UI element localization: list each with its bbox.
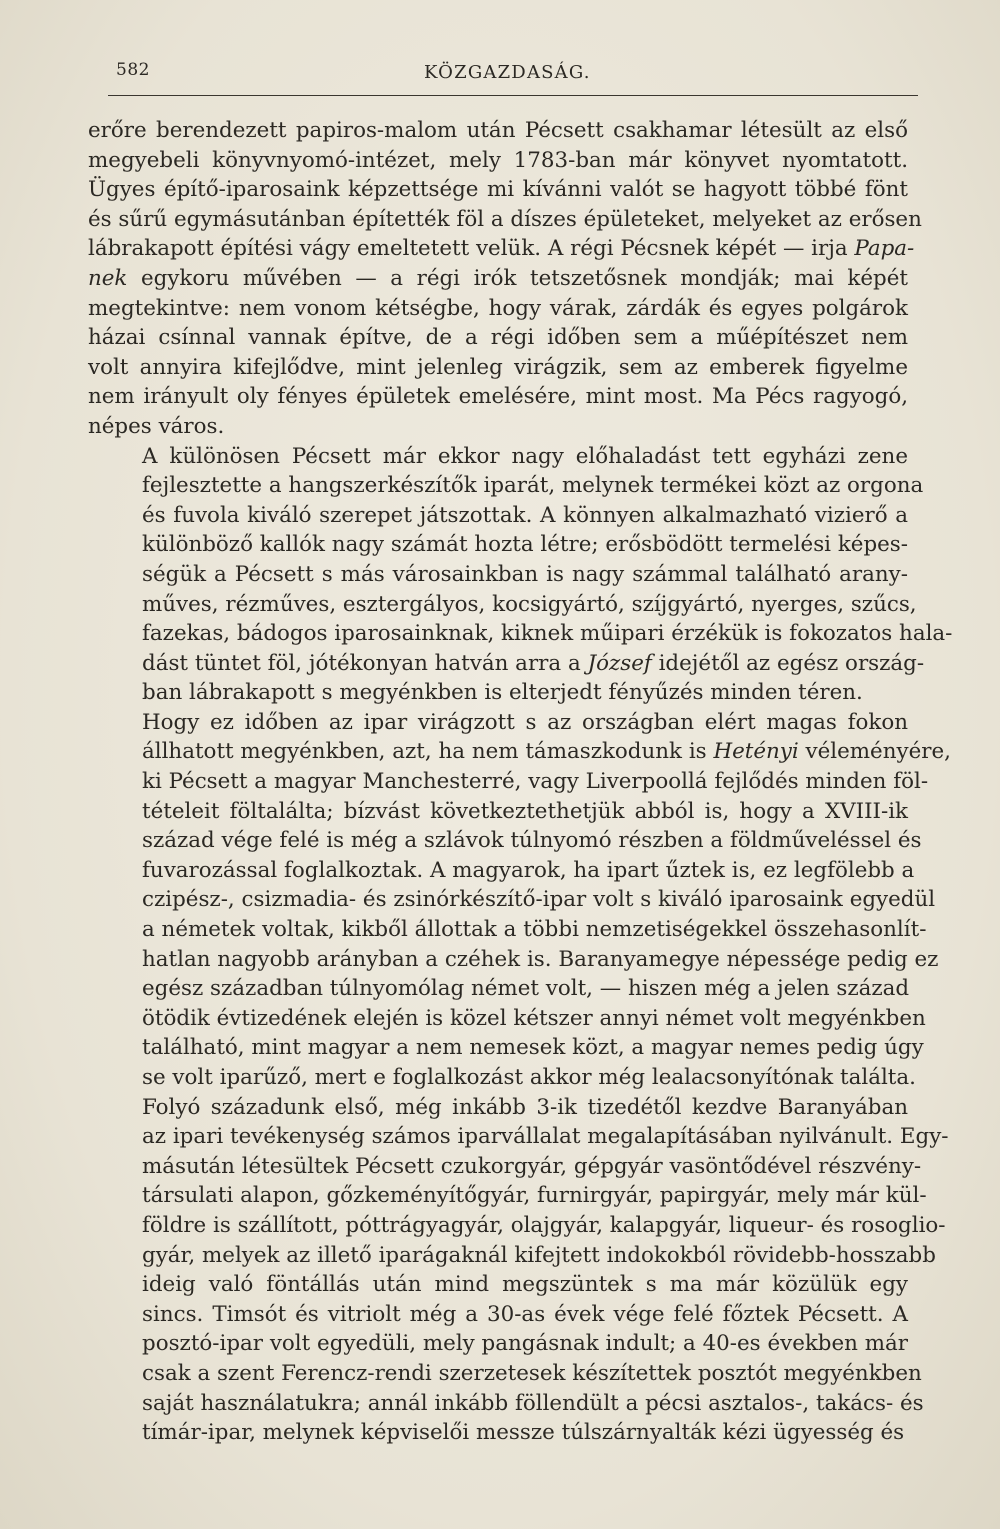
text-line: tímár-ipar, melynek képviselői messze túlszárnyalták kézi ügyesség és [142, 1420, 905, 1446]
page-header [88, 56, 918, 100]
text-line: Folyó századunk első, még inkább 3-ik tizedétől kezdve Baranyában [142, 1094, 908, 1120]
running-title: KÖZGAZDASÁG. [424, 62, 591, 83]
text-line: czipész-, csizmadia- és zsinórkészítő-ipar volt s kiváló iparosaink egyedül [142, 887, 936, 913]
text-line: műves, rézműves, esztergályos, kocsigyártó, szíjgyártó, nyerges, szűcs, [142, 591, 917, 617]
text-line: volt annyira kifejlődve, mint jelenleg virágzik, sem az emberek figyelme [88, 354, 908, 380]
text-line: posztó-ipar volt egyedüli, mely pangásnak indult; a 40-es években már [142, 1331, 908, 1357]
text-line: század vége felé is még a szlávok túlnyomó részben a földműveléssel és [142, 828, 922, 854]
paragraph [88, 116, 922, 442]
text-line: nem irányult oly fényes épületek emelésére, mint most. Ma Pécs ragyogó, [88, 384, 908, 410]
text-line: Ügyes építő-iparosaink képzettsége mi kívánni valót se hagyott többé fönt [88, 177, 908, 203]
text-line: nek egykoru művében — a régi irók tetszetősnek mondják; mai képét [88, 265, 908, 291]
text-line: ban lábrakapott s megyénkben is elterjedt fényűzés minden téren. [142, 680, 863, 706]
text-line: sincs. Timsót és vitriolt még a 30-as évek vége felé főztek Pécsett. A [142, 1301, 908, 1327]
text-line: tételeit föltalálta; bízvást következtethetjük abból is, hogy a XVIII-ik [142, 798, 908, 824]
body-text [88, 116, 953, 1448]
text-line: különböző kallók nagy számát hozta létre; erősbödött termelési képes- [142, 532, 908, 558]
text-line: saját használatukra; annál inkább föllendült a pécsi asztalos-, takács- és [142, 1390, 924, 1416]
text-line: házai csínnal vannak építve, de a régi időben sem a műépítészet nem [88, 325, 908, 351]
text-line: ideig való föntállás után mind megszüntek s ma már közülük egy [142, 1272, 908, 1298]
text-line: fuvarozással foglalkoztak. A magyarok, ha ipart űztek is, ez legfölebb a [142, 857, 915, 883]
text-line: Hogy ez időben az ipar virágzott s az országban elért magas fokon [142, 709, 908, 735]
text-line: hatlan nagyobb arányban a czéhek is. Baranyamegye népessége pedig ez [142, 946, 939, 972]
paragraph [88, 442, 953, 708]
text-line: a németek voltak, kikből állottak a többi nemzetiségekkel összehasonlít- [142, 917, 927, 943]
text-line: ötödik évtizedének elején is közel kétszer annyi német volt megyénkben [142, 1005, 926, 1031]
text-line: se volt iparűző, mert e foglalkozást akkor még lealacsonyítónak találta. [142, 1065, 916, 1090]
text-line: és fuvola kiváló szerepet játszottak. A könnyen alkalmazható vizierő a [142, 502, 908, 528]
text-line: megtekintve: nem vonom kétségbe, hogy várak, zárdák és egyes polgárok [88, 295, 908, 321]
text-line: gyár, melyek az illető iparágaknál kifejtett indokokból rövidebb-hosszabb [142, 1242, 936, 1268]
text-line: állhatott megyénkben, azt, ha nem támaszkodunk is Hetényi véleményére, [142, 739, 951, 765]
text-line: fejlesztette a hangszerkészítők iparát, melynek termékei közt az orgona [142, 473, 924, 499]
text-line: és sűrű egymásutánban építették föl a díszes épületeket, melyeket az erősen [88, 206, 922, 232]
page-number: 582 [116, 60, 150, 80]
text-line: másután létesültek Pécsett czukorgyár, gépgyár vasöntődével részvény- [142, 1153, 922, 1179]
header-rule [108, 95, 918, 96]
text-line: az ipari tevékenység számos iparvállalat megalapításában nyilvánult. Egy- [142, 1124, 949, 1150]
text-line: csak a szent Ferencz-rendi szerzetesek készítettek posztót megyénkben [142, 1360, 922, 1386]
text-line: lábrakapott építési vágy emeltetett velük. A régi Pécsnek képét — irja Papa- [88, 236, 915, 262]
text-line: ki Pécsett a magyar Manchesterré, vagy Liverpoollá fejlődés minden föl- [142, 769, 929, 795]
text-line: ségük a Pécsett s más városainkban is nagy számmal található arany- [142, 561, 908, 587]
text-line: A különösen Pécsett már ekkor nagy előhaladást tett egyházi zene [142, 443, 908, 469]
text-line: egész században túlnyomólag német volt, — hiszen még a jelen század [142, 976, 910, 1002]
paragraph [88, 708, 951, 1093]
text-line: fazekas, bádogos iparosainknak, kiknek műipari érzékük is fokozatos hala- [142, 621, 953, 647]
text-line: megyebeli könyvnyomó-intézet, mely 1783-ban már könyvet nyomtatott. [88, 147, 908, 173]
text-line: társulati alapon, gőzkeményítőgyár, furnirgyár, papirgyár, mely már kül- [142, 1183, 927, 1209]
paragraph [88, 1093, 949, 1448]
text-line: dást tüntet föl, jótékonyan hatván arra a József idejétől az egész ország- [142, 650, 925, 676]
text-line: található, mint magyar a nem nemesek közt, a magyar nemes pedig úgy [142, 1035, 924, 1061]
text-line: erőre berendezett papiros-malom után Pécsett csakhamar létesült az első [88, 118, 908, 143]
text-line: népes város. [88, 413, 225, 439]
text-line: földre is szállított, póttrágyagyár, olajgyár, kalapgyár, liqueur- és rosoglio- [142, 1212, 946, 1238]
